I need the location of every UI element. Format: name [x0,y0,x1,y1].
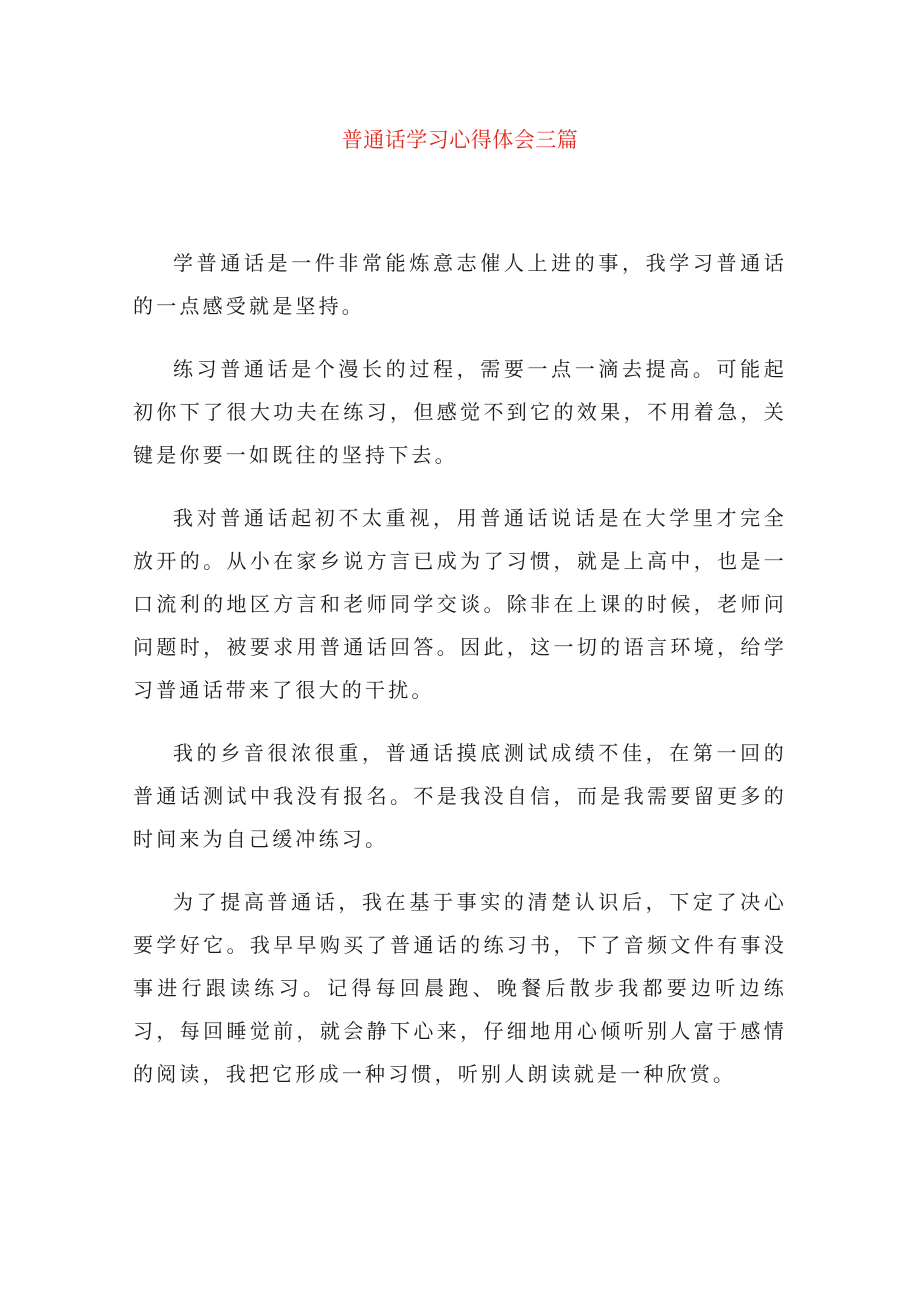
paragraph: 为了提高普通话，我在基于事实的清楚认识后，下定了决心要学好它。我早早购买了普通话的练习书，下了音频文件有事没事进行跟读练习。记得每回晨跑、晚餐后散步我都要边听边练习，每回睡觉前，就会静下心来，仔细地用心倾听别人富于感情的阅读，我把它形成一种习惯，听别人朗读就是一种欣赏。 [133,890,787,1086]
paragraph: 学普通话是一件非常能炼意志催人上进的事，我学习普通话的一点感受就是坚持。 [133,251,787,318]
document-title: 普通话学习心得体会三篇 [341,128,579,152]
paragraph: 我对普通话起初不太重视，用普通话说话是在大学里才完全放开的。从小在家乡说方言已成为了习惯，就是上高中，也是一口流利的地区方言和老师同学交谈。除非在上课的时候，老师问问题时，被要求用普通话回答。因此，这一切的语言环境，给学习普通话带来了很大的干扰。 [133,506,787,702]
paragraph: 我的乡音很浓很重，普通话摸底测试成绩不佳，在第一回的普通话测试中我没有报名。不是我没自信，而是我需要留更多的时间来为自己缓冲练习。 [133,741,787,851]
paragraph: 练习普通话是个漫长的过程，需要一点一滴去提高。可能起初你下了很大功夫在练习，但感觉不到它的效果，不用着急，关键是你要一如既往的坚持下去。 [133,357,787,467]
document-body [133,242,787,1096]
